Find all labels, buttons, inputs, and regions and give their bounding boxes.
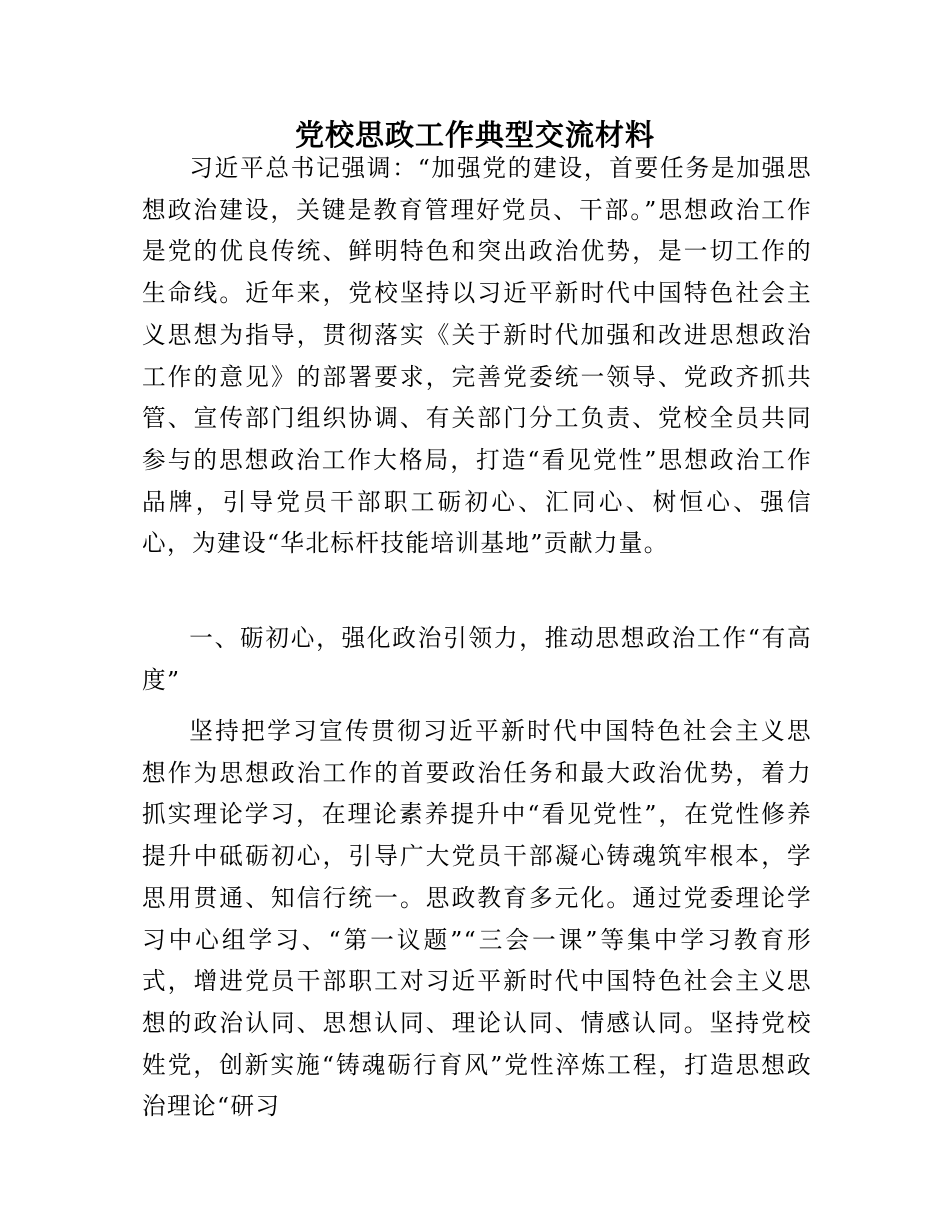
intro-paragraph: 习近平总书记强调：“加强党的建设，首要任务是加强思想政治建设，关键是教育管理好党员、干部。”思想政治工作是党的优良传统、鲜明特色和突出政治优势，是一切工作的生命线。近年来，党校坚持以习近平新时代中国特色社会主义思想为指导，贯彻落实《关于新时代加强和改进思想政治工作的意见》的部署要求，完善党委统一领导、党政齐抓共管、宣传部门组织协调、有关部门分工负责、党校全员共同参与的思想政治工作大格局，打造“看见党性”思想政治工作品牌，引导党员干部职工砺初心、汇同心、树恒心、强信心，为建设“华北标杆技能培训基地”贡献力量。 xyxy=(142,154,812,558)
section-1-paragraph: 坚持把学习宣传贯彻习近平新时代中国特色社会主义思想作为思想政治工作的首要政治任务和最大政治优势，着力抓实理论学习，在理论素养提升中“看见党性”，在党性修养提升中砥砺初心，引导广大党员干部凝心铸魂筑牢根本，学思用贯通、知信行统一。思政教育多元化。通过党委理论学习中心组学习、“第一议题”“三会一课”等集中学习教育形式，增进党员干部职工对习近平新时代中国特色社会主义思想的政治认同、思想认同、理论认同、情感认同。坚持党校姓党，创新实施“铸魂砺行育风”党性淬炼工程，打造思想政治理论“研习 xyxy=(142,717,812,1121)
document-title: 党校思政工作典型交流材料 xyxy=(294,118,655,152)
section-heading-1: 一、砺初心，强化政治引领力，推动思想政治工作“有高度” xyxy=(142,624,812,694)
